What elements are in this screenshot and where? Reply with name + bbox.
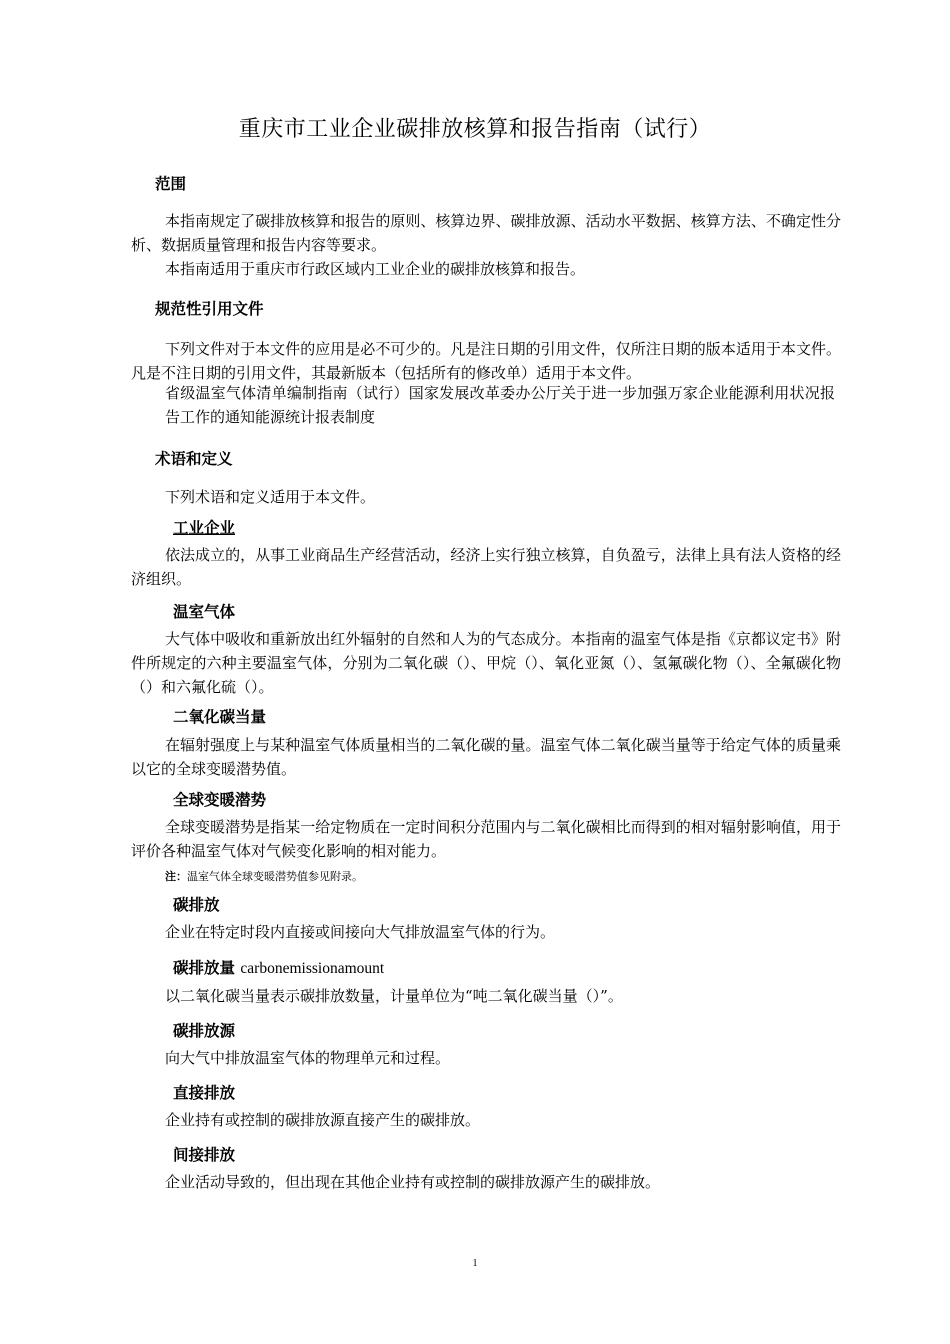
references-paragraph-1: 下列文件对于本文件的应用是必不可少的。凡是注日期的引用文件，仅所注日期的版本适用于本文件。凡是不注日期的引用文件，其最新版本（包括所有的修改单）适用于本文件。 xyxy=(131,340,841,382)
page-number: 1 xyxy=(472,1258,478,1269)
term-indirect-emission: 间接排放 xyxy=(173,1146,236,1164)
note-text: 温室气体全球变暖潜势值参见附录。 xyxy=(187,870,363,883)
gwp-note xyxy=(165,868,363,884)
section-heading-scope: 范围 xyxy=(155,175,187,193)
definition-emission-amount: 以二氧化碳当量表示碳排放数量，计量单位为“吨二氧化碳当量（）”。 xyxy=(165,987,623,1005)
term-emission-source: 碳排放源 xyxy=(173,1022,236,1040)
terms-intro: 下列术语和定义适用于本文件。 xyxy=(165,488,376,506)
definition-indirect-emission: 企业活动导致的，但出现在其他企业持有或控制的碳排放源产生的碳排放。 xyxy=(165,1173,661,1191)
term-emission-amount-en: carbonemissionamount xyxy=(240,960,385,977)
term-gwp: 全球变暖潜势 xyxy=(173,791,267,809)
definition-emission-source: 向大气中排放温室气体的物理单元和过程。 xyxy=(165,1049,451,1067)
definition-gwp: 全球变暖潜势是指某一给定物质在一定时间积分范围内与二氧化碳相比而得到的相对辐射影响值，用于评价各种温室气体对气候变化影响的相对能力。 xyxy=(131,818,841,860)
definition-emission: 企业在特定时段内直接或间接向大气排放温室气体的行为。 xyxy=(165,923,556,941)
term-emission: 碳排放 xyxy=(173,896,220,914)
section-heading-references: 规范性引用文件 xyxy=(155,300,264,318)
term-industrial-enterprise: 工业企业 xyxy=(173,519,236,537)
term-emission-amount-zh: 碳排放量 xyxy=(173,959,236,977)
references-paragraph-2: 省级温室气体清单编制指南（试行）国家发展改革委办公厅关于进一步加强万家企业能源利用状况报告工作的通知能源统计报表制度 xyxy=(165,384,835,426)
document-title: 重庆市工业企业碳排放核算和报告指南（试行） xyxy=(238,117,712,142)
definition-ghg: 大气体中吸收和重新放出红外辐射的自然和人为的气态成分。本指南的温室气体是指《京都议定书》附件所规定的六种主要温室气体，分别为二氧化碳（）、甲烷（）、氧化亚氮（）、氢氟碳化物（）、全氟碳化物（）和六氟化硫（）。 xyxy=(131,630,841,696)
definition-industrial-enterprise: 依法成立的，从事工业商品生产经营活动，经济上实行独立核算，自负盈亏，法律上具有法人资格的经济组织。 xyxy=(131,546,841,588)
definition-co2e: 在辐射强度上与某种温室气体质量相当的二氧化碳的量。温室气体二氧化碳当量等于给定气体的质量乘以它的全球变暖潜势值。 xyxy=(131,736,841,778)
term-emission-amount xyxy=(173,956,384,978)
scope-paragraph-2: 本指南适用于重庆市行政区域内工业企业的碳排放核算和报告。 xyxy=(165,260,586,278)
section-heading-terms: 术语和定义 xyxy=(155,450,233,468)
scope-paragraph-1: 本指南规定了碳排放核算和报告的原则、核算边界、碳排放源、活动水平数据、核算方法、不确定性分析、数据质量管理和报告内容等要求。 xyxy=(131,212,841,254)
term-direct-emission: 直接排放 xyxy=(173,1084,236,1102)
term-ghg: 温室气体 xyxy=(173,603,236,621)
definition-direct-emission: 企业持有或控制的碳排放源直接产生的碳排放。 xyxy=(165,1111,481,1129)
note-label: 注： xyxy=(165,870,187,883)
term-co2e: 二氧化碳当量 xyxy=(173,708,267,726)
